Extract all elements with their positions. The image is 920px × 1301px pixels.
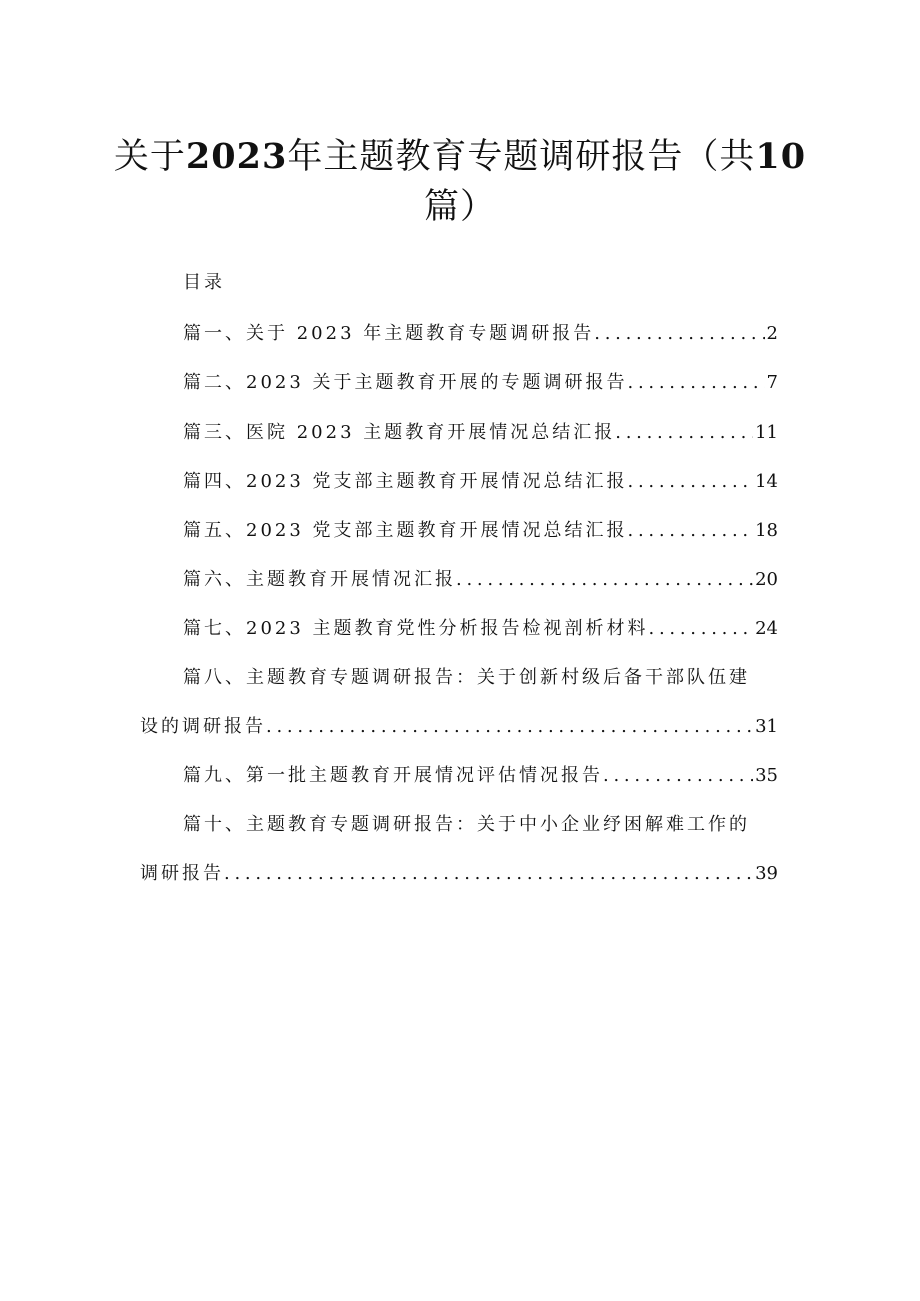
toc-entry-title: 篇一、关于 2023 年主题教育专题调研报告 (183, 323, 595, 344)
toc-leader-dots (649, 614, 754, 644)
title-part-2: 年主题教育专题调研报告（共 (287, 137, 756, 177)
toc-page-number: 7 (766, 372, 778, 393)
toc-page-number: 31 (755, 716, 778, 737)
toc-leader-dots (603, 761, 753, 791)
toc-entry-7[interactable] (183, 614, 778, 644)
toc-leader-dots (615, 418, 753, 448)
toc-entry-3[interactable] (183, 418, 778, 448)
toc-entry-title: 篇七、2023 主题教育党性分析报告检视剖析材料 (183, 618, 649, 639)
title-count: 10 (755, 136, 807, 177)
toc-entry-title-continued: 设的调研报告 (140, 716, 266, 737)
toc-leader-dots (628, 516, 754, 546)
toc-entry-title: 篇十、主题教育专题调研报告：关于中小企业纾困解难工作的 (183, 814, 750, 835)
toc-page-number: 24 (755, 618, 778, 639)
toc-page-number: 14 (755, 471, 778, 492)
toc-entry-9[interactable] (183, 761, 778, 791)
toc-entry-title: 篇五、2023 党支部主题教育开展情况总结汇报 (183, 520, 628, 541)
toc-page-number: 39 (755, 863, 778, 884)
toc-entry-title: 篇九、第一批主题教育开展情况评估情况报告 (183, 765, 603, 786)
toc-entry-10[interactable] (183, 810, 750, 840)
toc-entry-8[interactable] (183, 663, 750, 693)
title-year: 2023 (185, 136, 288, 177)
toc-leader-dots (628, 368, 765, 398)
toc-entry-title: 篇六、主题教育开展情况汇报 (183, 569, 456, 590)
toc-leader-dots (266, 712, 753, 742)
toc-entry-1[interactable] (183, 319, 778, 349)
toc-leader-dots (594, 319, 764, 349)
toc-entry-title: 篇八、主题教育专题调研报告：关于创新村级后备干部队伍建 (183, 667, 750, 688)
toc-entry-10-continued[interactable] (140, 859, 778, 889)
toc-entry-title: 篇三、医院 2023 主题教育开展情况总结汇报 (183, 422, 616, 443)
toc-page-number: 35 (755, 765, 778, 786)
toc-entry-2[interactable] (183, 368, 778, 398)
title-part-3: 篇） (423, 187, 496, 227)
toc-entry-6[interactable] (183, 565, 778, 595)
toc-entry-title: 篇二、2023 关于主题教育开展的专题调研报告 (183, 372, 628, 393)
toc-entry-8-continued[interactable] (140, 712, 778, 742)
toc-page-number: 20 (755, 569, 778, 590)
toc-heading: 目录 (183, 272, 225, 293)
toc-page-number: 11 (755, 422, 778, 443)
toc-leader-dots (224, 859, 753, 889)
toc-entry-4[interactable] (183, 467, 778, 497)
toc-leader-dots (456, 565, 753, 595)
toc-page-number: 18 (755, 520, 778, 541)
document-title (110, 132, 810, 232)
toc-entry-5[interactable] (183, 516, 778, 546)
title-part-1: 关于 (113, 137, 186, 177)
toc-entry-title-continued: 调研报告 (140, 863, 224, 884)
toc-leader-dots (628, 467, 754, 497)
toc-entry-title: 篇四、2023 党支部主题教育开展情况总结汇报 (183, 471, 628, 492)
toc-page-number: 2 (766, 323, 778, 344)
